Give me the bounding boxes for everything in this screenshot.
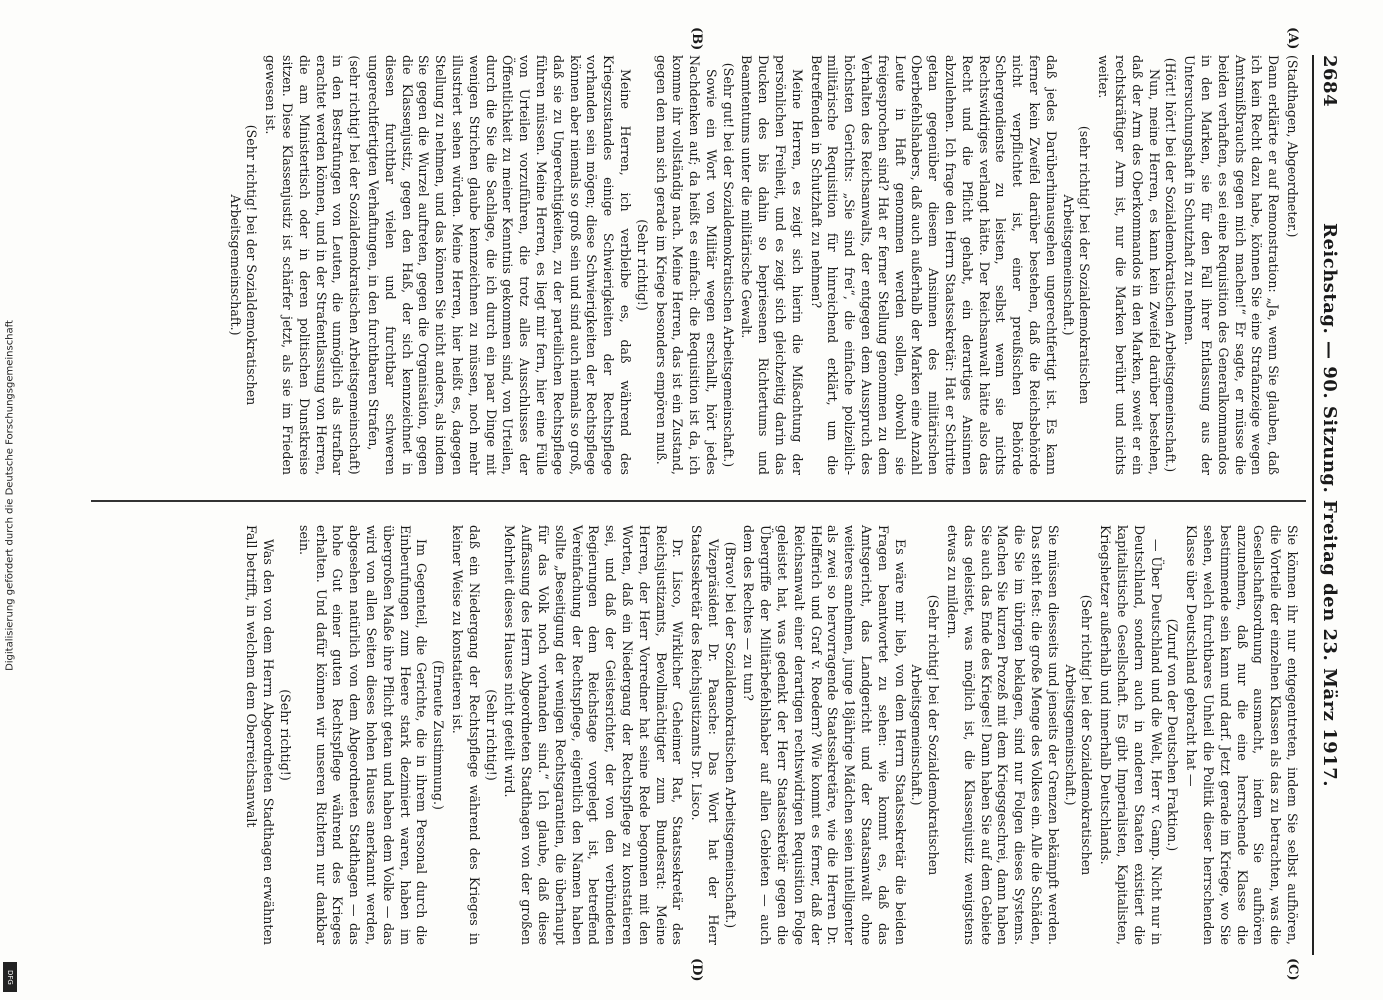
paragraph: Sie können ihr nur entgegentreten, indem Sie selbst aufhören, die Vorteile der einzelnen Klassen als das zu betrachten, was die Gesellschaftsordnung ausmacht, indem Sie aufhören anzunehmen, daß nur die eine herrschende Klasse die bestimmende sein kann und darf. Jetzt gerade im Kriege, wo Sie sehen, welch furchtbares Unheil die Politik dieser herrschenden Klasse über Deutschland gebracht hat —	[1184, 525, 1300, 945]
interjection: (Erneute Zustimmung.)	[431, 660, 447, 810]
header-rule	[1313, 55, 1315, 955]
paragraph: in den Bestrafungen von Leuten, die unmöglich als strafbar erachtet werden können, und in der Strafentlassung von Herren, die am Ministertisch oder in deren politischen Dunstkreise sitzen. Diese Klassenjustiz ist schärfer jetzt, als sie im Frieden gewesen ist.	[263, 55, 346, 475]
interjection: (Hört! hört! bei der Sozialdemokratischen Arbeitsgemeinschaft.)	[1163, 57, 1179, 473]
paragraph: Vizepräsident Dr. Paasche: Das Wort hat der Herr Staatssekretär des Reichsjustizamts Dr. Lisco.	[689, 525, 721, 945]
column-rule	[91, 500, 1306, 502]
text-column-right	[241, 525, 1300, 945]
interjection: (Zuruf von der Deutschen Fraktion.)	[1165, 618, 1181, 852]
paragraph: Meine Herren, ich verbleibe es, daß während des Kriegszustandes einige Schwierigkeiten der Rechtspflege vorhanden sein mögen; diese Schwierigkeiten der Rechtspflege können aber niemals so groß sein und sind auch niemals so groß, daß sie zu Ungerechtigkeiten, zu der parteilichen Rechtspflege führen müssen. Meine Herren, es liegt mir fern, hier eine Fülle von Urteilen vorzuführen, die trotz alles Ausschlusses der Öffentlichkeit zu meiner Kenntnis gekommen sind, von Urteilen, durch die Sie die Sachlage, die ich durch ein paar Dinge mit wenigen Strichen glaube kennzeichnen zu müssen, noch mehr illustriert sehen würden. Meine Herren, hier heißt es, dagegen Stellung zu nehmen, und das können Sie nicht anders, als indem Sie gegen die Wurzel auftreten, gegen die Organisation, gegen die Klassenjustiz, gegen den Haß, der sich kennzeichnet in diesen furchtbar vielen und furchtbar schweren ungerechtfertigten Verhaftungen, in den furchtbaren Strafen,	[365, 55, 633, 475]
interjection: (Sehr gut! bei der Sozialdemokratischen Arbeitsgemeinschaft.)	[720, 62, 736, 468]
interjection: (Sehr richtig!)	[483, 689, 499, 781]
paragraph: Meine Herren, es zeigt sich hierin die Mißachtung der persönlichen Freiheit, und es zeigt sich gleichzeitig darin das Ducken des bis dahin so bepriesenen Richtertums und Beamtentums unter die militärische Gewalt.	[739, 55, 805, 475]
paragraph: Nun, meine Herren, es kann kein Zweifel darüber bestehen, daß der Arm des Oberkommandos in den Marken, soweit er ein rechtskräftiger Arm ist, nur die Marken berührt und nichts weiter.	[1096, 55, 1162, 475]
paragraph: daß jedes Darüberhinausgehen ungerechtfertigt ist. Es kann ferner kein Zweifel darüber bestehen, daß die Reichsbehörde nicht verpflichtet ist, einer preußischen Behörde Schergendienste zu leisten, selbst wenn sie nichts Rechtswidriges verlangt hätte. Der Reichsanwalt hätte also das Recht und die Pflicht gehabt, ein derartiges Ansinnen abzulehnen. Ich frage den Herrn Staatssekretär: Hat er Schritte getan gegenüber diesem Ansinnen des militärischen Oberbefehlshabers, daß auch außerhalb der Marken eine Anzahl Leute in Haft genommen werden sollen, obwohl sie freigesprochen sind? Hat er ferner Stellung genommen zu dem Verhalten des Reichsanwalts, der entgegen dem Ausspruch des höchsten Gerichts: „Sie sind frei“, die einfache polizeilich-militärische Requisition für hinreichend erklärt, um die Betreffenden in Schutzhaft zu nehmen?	[808, 55, 1059, 475]
paragraph: Dann erklärte er auf Remonstration: „Ja, wenn Sie glauben, daß ich kein Recht dazu habe, können Sie eine Strafanzeige wegen Amtsmißbrauchs gegen mich machen!“ Er sagte, er müsse die beiden verhaften, es sei eine Requisition des Generalkommandos in den Marken, sie für den Fall ihrer Entlassung aus der Untersuchungshaft in Schutzhaft zu nehmen.	[1182, 55, 1282, 475]
interjection: (Sehr richtig!)	[634, 219, 650, 311]
interjection: (Sehr richtig!)	[277, 689, 293, 781]
dfg-logo: DFG	[3, 962, 17, 992]
paragraph: Sowie ein Wort von Militär wegen erschallt, hört jedes Nachdenken auf; da heißt es einfach: die Requisition ist da, ich komme ihr vollständig nach. Meine Herren, das ist ein Zustand, gegen den man sich gerade im Kriege besonders empören muß.	[653, 55, 719, 475]
paragraph: (Stadthagen, Abgeordneter.)	[1285, 55, 1300, 238]
interjection: (Bravo! bei der Sozialdemokratischen Arbeitsgemeinschaft.)	[722, 541, 738, 929]
interjection: (Sehr richtig! bei der Sozialdemokratischen Arbeitsgemeinschaft.)	[909, 594, 942, 876]
interjection: (Sehr richtig! bei der Sozialdemokratischen Arbeitsgemeinschaft.)	[227, 124, 260, 406]
margin-marker-d: (D)	[689, 958, 704, 982]
interjection: (Sehr richtig! bei der Sozialdemokratischen Arbeitsgemeinschaft.)	[1062, 594, 1095, 876]
paragraph: Dr. Lisco, Wirklicher Geheimer Rat, Staatssekretär des Reichsjustizamts, Bevollmächtigter zum Bundesrat: Meine Herren, der Herr Vorredner hat seine Rede begonnen mit den Worten, daß ein Niedergang der Rechtspflege zu konstatieren sei, und daß der Geistesrichter, der von den verbündeten Regierungen dem Reichstage vorgelegt ist, betreffend Vereinfachung der Rechtspflege, eigentlich den Namen haben sollte „Beseitigung der wenigen Rechtsgarantien, die überhaupt für das Volk noch vorhanden sind.“ Ich glaube, daß diese Auffassung des Herrn Abgeordneten Stadthagen von der großen Mehrheit dieses Hauses nicht geteilt wird.	[502, 525, 686, 945]
text-column-left	[226, 55, 1300, 475]
margin-marker-a: (A)	[1285, 27, 1300, 50]
footer-strip	[0, 0, 20, 1000]
paragraph: — Über Deutschland und die Welt, Herr v. Gamp. Nicht nur in Deutschland, sondern auch in anderen Staaten existiert die kapitalistische Gesellschaft. Es gibt Imperialisten, Kapitalisten, Kriegshetzer außerhalb und innerhalb Deutschlands.	[1098, 525, 1164, 945]
running-title: Reichstag. — 90. Sitzung. Freitag den 23. März 1917.	[1319, 222, 1340, 787]
page-number: 2684	[1319, 55, 1340, 108]
interjection: (sehr richtig! bei der Sozialdemokratischen Arbeitsgemeinschaft.)	[1060, 125, 1093, 405]
margin-marker-b: (B)	[689, 27, 704, 51]
paragraph: Was den von dem Herrn Abgeordneten Stadthagen erwähnten Fall betrifft, in welchem dem Oberreichsanwalt	[244, 525, 277, 945]
paragraph: Es wäre mir lieb, von dem Herrn Staatssekretär die beiden Fragen beantwortet zu sehen: wie kommt es, daß das Amtsgericht, das Landgericht und der Staatsanwalt ohne weiteres annehmen, junge 18jährige Mädchen seien intelligenter als zwei so hervorragende Staatssekretäre, wie die Herren Dr. Helfferich und Graf v. Roedern? Wie kommt es ferner, daß der Reichsanwalt einer derartigen rechtswidrigen Requisition Folge geleistet hat, was gedenkt der Herr Staatssekretär gegen die Übergriffe der Militärbefehlshaber auf allen Gebieten — auch dem des Rechtes — zu tun?	[741, 525, 908, 945]
page-header	[1314, 55, 1344, 955]
document-page	[79, 27, 1344, 982]
interjection: (sehr richtig! bei der Sozialdemokratischen Arbeitsgemeinschaft)	[347, 55, 363, 475]
paragraph: Sie müssen diesseits und jenseits der Grenzen bekämpft werden. Das steht fest: die große Menge des Volkes ein. Alle die Schäden, die Sie im übrigen beklagen, sind nur Folgen dieses Systems. Machen Sie kurzen Prozeß mit dem Kriegsgeschrei, dann haben Sie auch das Ende des Krieges! Dann haben Sie auf dem Gebiete das geleistet, was möglich ist, die Klassenjustiz wenigstens etwas zu mildern.	[945, 525, 1061, 945]
paragraph: daß ein Niedergang der Rechtspflege während des Krieges in keiner Weise zu konstatieren ist.	[449, 525, 482, 945]
funding-credit: Digitalisierung gefördert durch die Deutsche Forschungsgemeinschaft	[4, 320, 16, 671]
margin-marker-c: (C)	[1285, 958, 1300, 981]
paragraph: Im Gegenteil, die Gerichte, die in ihrem Personal durch die Einberufungen zum Heere stark dezimiert waren, haben im übergroßen Maße ihre Pflicht getan und haben dem Volke — das wird von allen Seiten dieses hohen Hauses anerkannt werden, abgesehen natürlich von dem Abgeordneten Stadthagen — das hohe Gut einer guten Rechtspflege während des Krieges erhalten. Und dafür können wir unseren Richtern nur dankbar sein.	[296, 525, 430, 945]
